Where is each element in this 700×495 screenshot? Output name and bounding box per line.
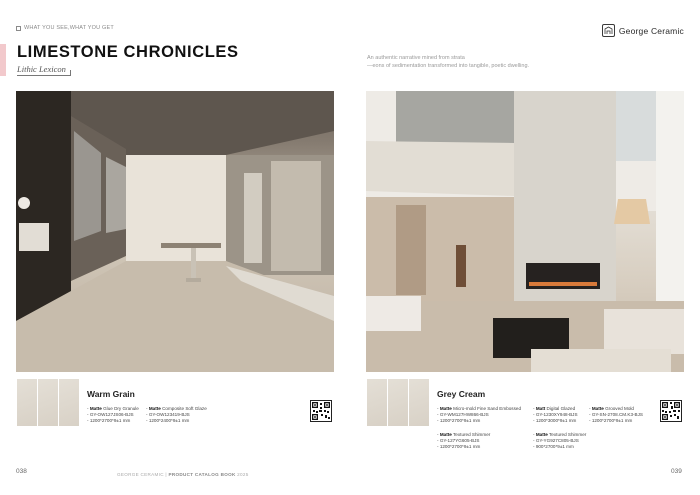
spec-block: - Matte Grooved Mold - GY-SN-2708.CM.K3-BJS - 1200*2700*9±1 mm bbox=[589, 406, 643, 423]
tile-swatch bbox=[409, 379, 429, 426]
spec-code: GY-127YG605-BJS bbox=[439, 438, 480, 443]
tile-swatch bbox=[38, 379, 58, 426]
tile-swatch bbox=[367, 379, 387, 426]
subtitle-underline bbox=[17, 75, 71, 76]
spec-finish: Matte bbox=[439, 432, 452, 437]
qr-code[interactable] bbox=[660, 400, 682, 422]
header-tagline bbox=[16, 25, 114, 31]
spec-series: Textured Shimmer bbox=[453, 432, 491, 437]
spec-series: Digital Glazed bbox=[546, 406, 576, 411]
spec-size: 900*2700*9±1 mm bbox=[535, 444, 574, 449]
spec-code: GY-OW127JS06-BJS bbox=[89, 412, 134, 417]
spec-series: Composite Soft Glaze bbox=[162, 406, 207, 411]
spec-block: - Matt Digital Glazed - GY-1230XY948-BJS - 1200*3000*9±1 mm bbox=[533, 406, 578, 423]
product-name-warm-grain: Warm Grain bbox=[87, 389, 135, 399]
tile-swatch bbox=[59, 379, 79, 426]
spec-finish: Matte bbox=[535, 432, 548, 437]
page-subtitle: Lithic Lexicon bbox=[17, 64, 66, 74]
page-number-left: 038 bbox=[16, 468, 27, 475]
subtitle-underline-tick bbox=[70, 70, 71, 76]
tile-swatch bbox=[388, 379, 408, 426]
spec-code: GY-1230XY948-BJS bbox=[535, 412, 578, 417]
spec-block: - Matte Glue Dry Granule - GY-OW127JS06-BJS - 1200*2700*9±1 mm bbox=[87, 406, 139, 423]
interior-scene-right bbox=[366, 91, 684, 372]
spec-size: 1200*2700*9±1 mm bbox=[439, 444, 481, 449]
spec-size: 1200*2700*9±1 mm bbox=[439, 418, 481, 423]
tile-swatch bbox=[17, 379, 37, 426]
description-line-1: An authentic narrative mined from strata bbox=[367, 55, 465, 61]
qr-code[interactable] bbox=[310, 400, 332, 422]
spec-code: GY-OW123419-BJS bbox=[148, 412, 190, 417]
interior-photo-warm-grain bbox=[16, 91, 334, 372]
spec-block: - Matte Textured Shimmer - GY-YG927C805-BJS - 900*2700*9±1 mm bbox=[533, 432, 587, 449]
square-icon bbox=[16, 26, 21, 31]
page-number-right: 039 bbox=[671, 468, 682, 475]
catalog-footer: GEORGE CERAMIC | PRODUCT CATALOG BOOK 2025 bbox=[117, 472, 249, 477]
spec-finish: Matte bbox=[148, 406, 161, 411]
spec-series: Micro-mold Fine Sand Embossed bbox=[453, 406, 522, 411]
spec-size: 1200*3000*9±1 mm bbox=[535, 418, 577, 423]
spec-size: 1200*2700*9±1 mm bbox=[591, 418, 633, 423]
catalog-title: PRODUCT CATALOG BOOK bbox=[168, 472, 236, 477]
title-accent-bar bbox=[0, 44, 6, 76]
product-name-grey-cream: Grey Cream bbox=[437, 389, 486, 399]
spec-block: - Matte Micro-mold Fine Sand Embossed - GY-WM127HW866-BJS - 1200*2700*9±1 mm bbox=[437, 406, 522, 423]
page-title: LIMESTONE CHRONICLES bbox=[17, 43, 239, 61]
brand-logo bbox=[602, 24, 684, 37]
spec-finish: Matte bbox=[591, 406, 604, 411]
spec-series: Textured Shimmer bbox=[549, 432, 587, 437]
spec-code: GY-SN-2708.CM.K3-BJS bbox=[591, 412, 643, 417]
spec-block: - Matte Textured Shimmer - GY-127YG605-BJS - 1200*2700*9±1 mm bbox=[437, 432, 491, 449]
interior-photo-grey-cream bbox=[366, 91, 684, 372]
tagline-text: WHAT YOU SEE,WHAT YOU GET bbox=[24, 25, 114, 31]
description-line-2: —eons of sedimentation transformed into tangible, poetic dwelling. bbox=[367, 63, 530, 69]
spec-block: - Matte Composite Soft Glaze - GY-OW123419-BJS - 1200*2400*9±1 mm bbox=[146, 406, 207, 423]
spec-finish: Matte bbox=[439, 406, 452, 411]
spec-finish: Matte bbox=[89, 406, 102, 411]
spec-size: 1200*2700*9±1 mm bbox=[89, 418, 131, 423]
catalog-year: 2025 bbox=[237, 472, 249, 477]
spec-finish: Matt bbox=[535, 406, 546, 411]
spec-code: GY-WM127HW866-BJS bbox=[439, 412, 489, 417]
spec-code: GY-YG927C805-BJS bbox=[535, 438, 579, 443]
brand-name: George Ceramic bbox=[618, 25, 684, 36]
description bbox=[367, 54, 529, 70]
spec-series: Glue Dry Granule bbox=[103, 406, 139, 411]
interior-scene-left bbox=[16, 91, 334, 372]
catalog-brand: GEORGE CERAMIC bbox=[117, 472, 164, 477]
logo-icon bbox=[602, 24, 615, 37]
spec-size: 1200*2400*9±1 mm bbox=[148, 418, 190, 423]
spec-series: Grooved Mold bbox=[605, 406, 634, 411]
